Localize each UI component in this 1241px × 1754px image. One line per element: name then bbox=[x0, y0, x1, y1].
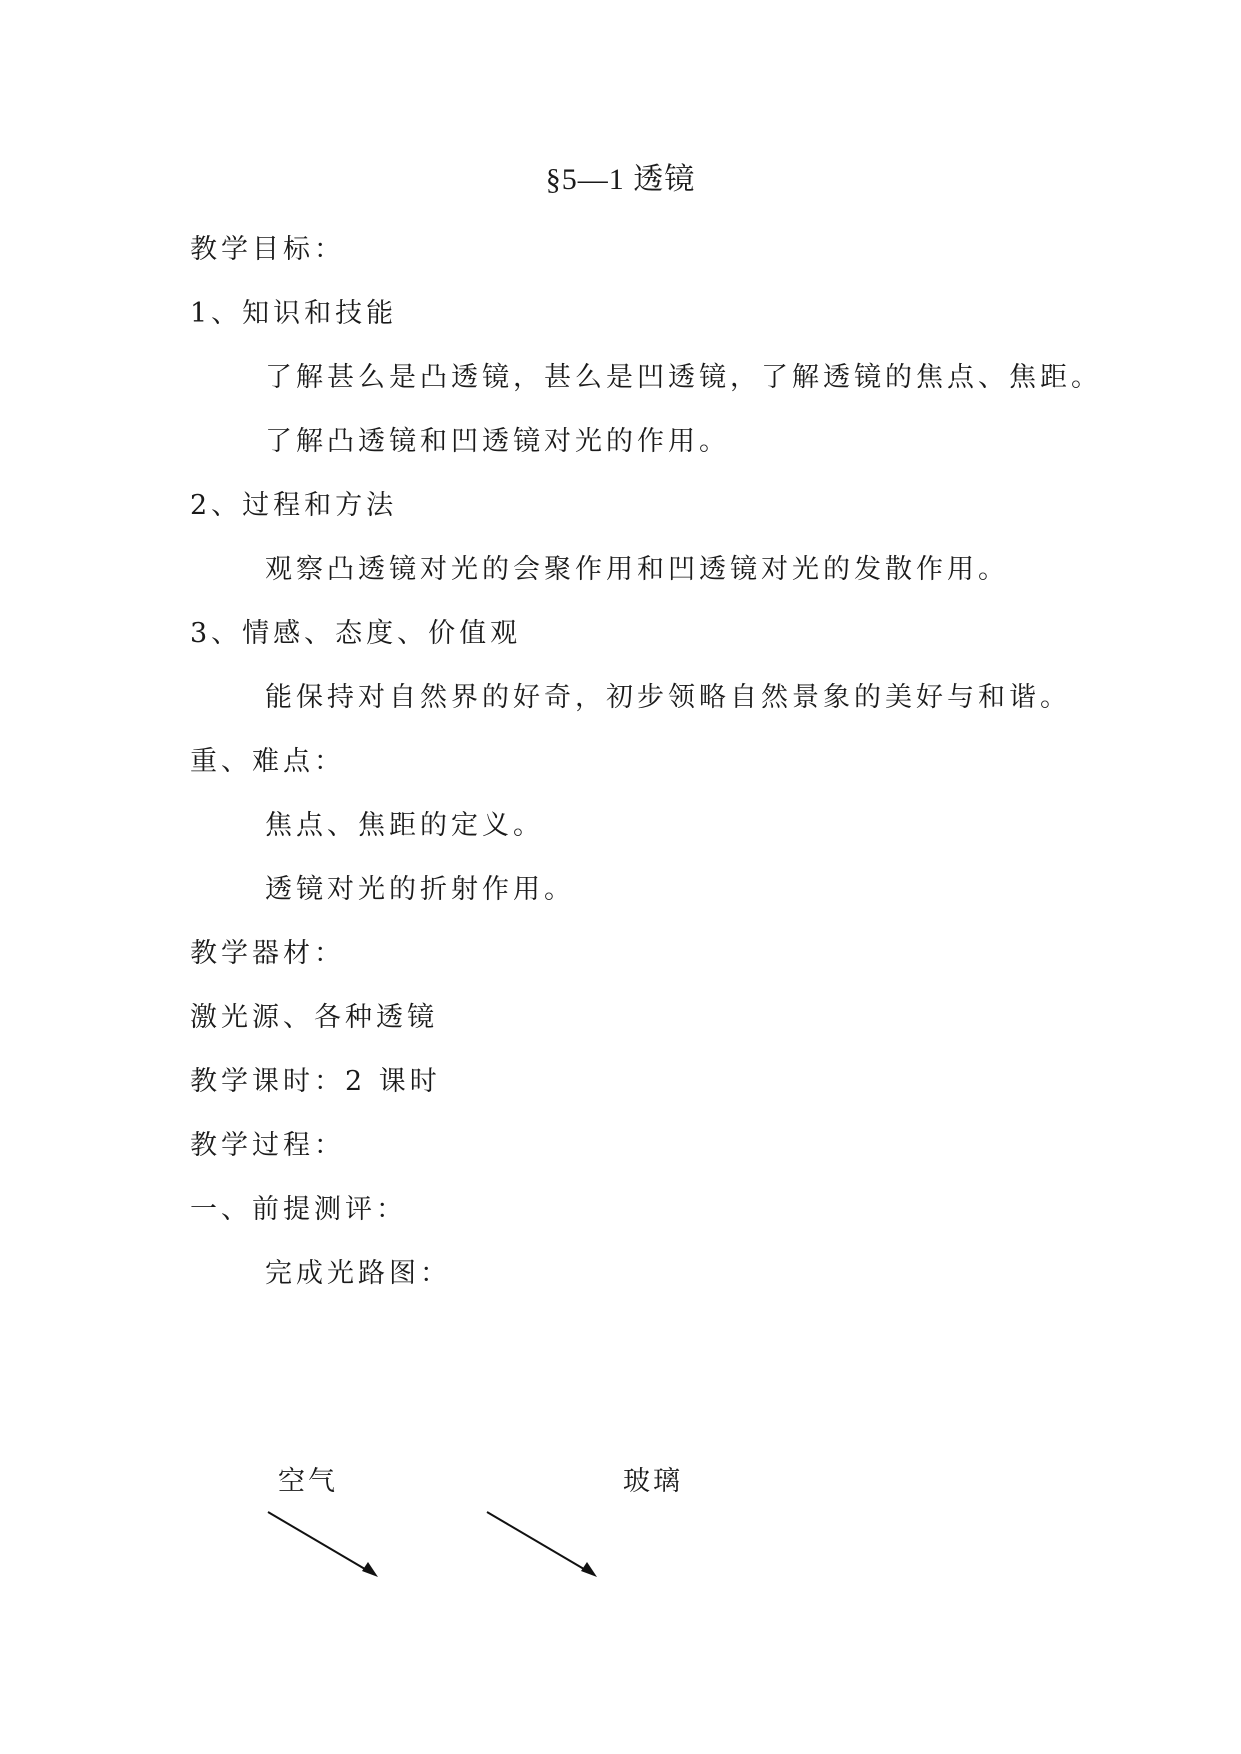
objective-knowledge-skills: 1、知识和技能 bbox=[190, 298, 398, 329]
equipment-text: 激光源、各种透镜 bbox=[190, 1002, 438, 1033]
label-air: 空气 bbox=[278, 1466, 338, 1497]
objective-emotion-attitude-values: 3、情感、态度、价值观 bbox=[190, 618, 522, 649]
incident-ray-air-arrow bbox=[268, 1512, 378, 1577]
objective-text: 能保持对自然界的好奇，初步领略自然景象的美好与和谐。 bbox=[265, 682, 1071, 713]
incident-ray-glass-arrow bbox=[487, 1512, 597, 1577]
heading-teaching-equipment: 教学器材： bbox=[190, 938, 345, 969]
objective-text: 了解凸透镜和凹透镜对光的作用。 bbox=[265, 426, 730, 457]
light-path-diagram bbox=[0, 1440, 1241, 1620]
heading-teaching-objectives: 教学目标： bbox=[190, 234, 345, 265]
class-hours-text: 教学课时：2 课时 bbox=[190, 1066, 441, 1097]
objective-text: 了解甚么是凸透镜，甚么是凹透镜，了解透镜的焦点、焦距。 bbox=[265, 362, 1102, 393]
arrows-svg bbox=[0, 1440, 1241, 1620]
key-point-text: 焦点、焦距的定义。 bbox=[265, 810, 544, 841]
heading-key-difficult-points: 重、难点： bbox=[190, 746, 345, 777]
key-point-text: 透镜对光的折射作用。 bbox=[265, 874, 575, 905]
page-title: §5—1 透镜 bbox=[545, 163, 696, 196]
objective-text: 观察凸透镜对光的会聚作用和凹透镜对光的发散作用。 bbox=[265, 554, 1009, 585]
label-glass: 玻璃 bbox=[623, 1466, 683, 1497]
heading-teaching-process: 教学过程： bbox=[190, 1130, 345, 1161]
section-prerequisite-assessment: 一、前提测评： bbox=[190, 1194, 407, 1225]
task-complete-light-path: 完成光路图： bbox=[265, 1258, 451, 1289]
objective-process-method: 2、过程和方法 bbox=[190, 490, 398, 521]
